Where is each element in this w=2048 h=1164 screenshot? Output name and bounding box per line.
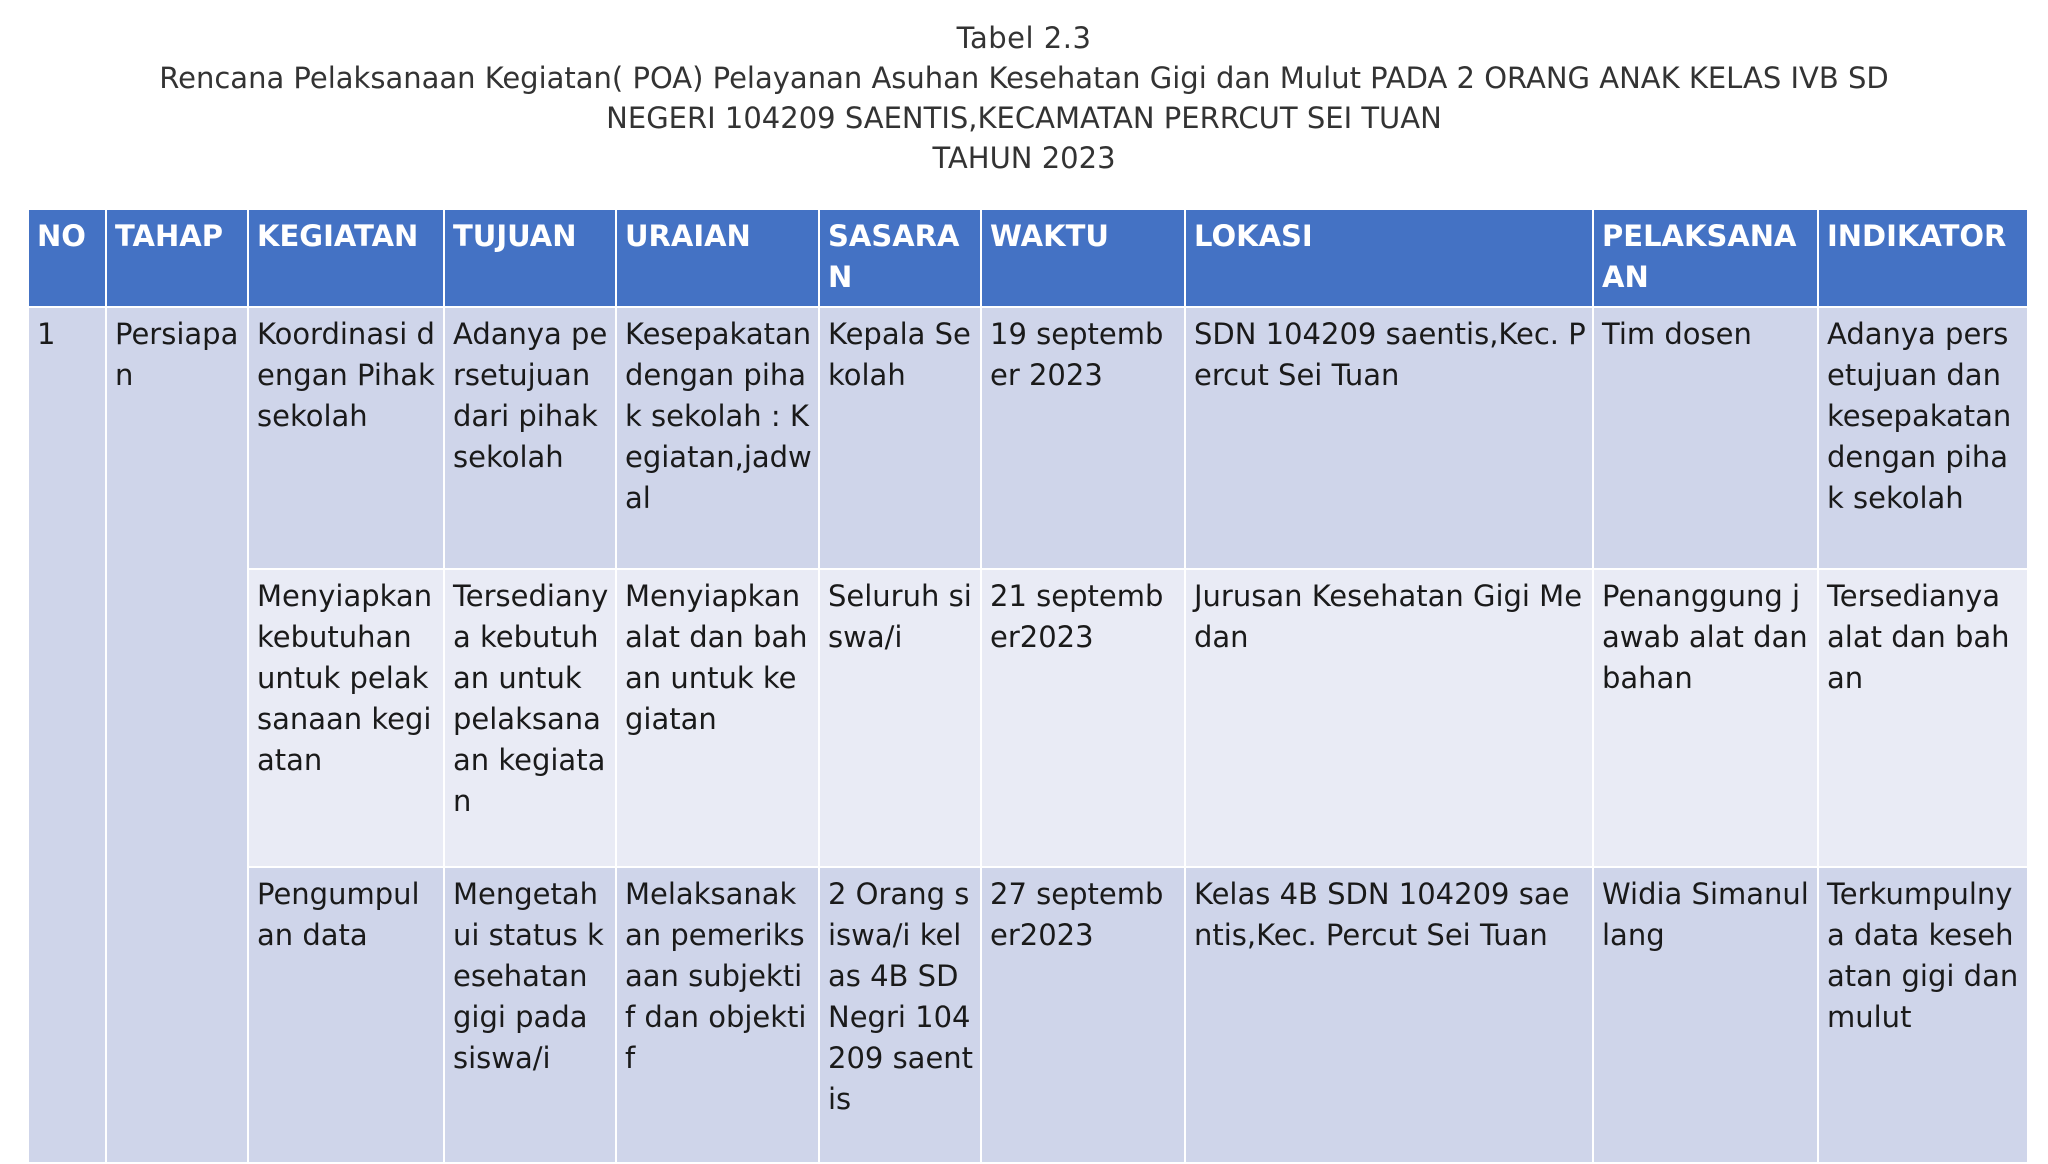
header-lokasi: LOKASI [1185,209,1593,307]
table-title-year: TAHUN 2023 [932,141,1116,175]
table-row [28,867,2028,1163]
cell-lokasi: Jurusan Kesehatan Gigi Medan [1185,569,1593,867]
cell-indikator: Adanya persetujuan dan kesepakatan dengan pihak sekolah [1818,307,2028,569]
header-kegiatan: KEGIATAN [248,209,444,307]
cell-pelaksanaan: Tim dosen [1593,307,1818,569]
cell-sasaran: Seluruh siswa/i [819,569,981,867]
cell-waktu: 27 september2023 [981,867,1185,1163]
cell-tujuan: Adanya persetujuan dari pihak sekolah [444,307,616,569]
header-tahap: TAHAP [106,209,248,307]
cell-uraian: Kesepakatan dengan pihak sekolah : Kegiatan,jadwal [616,307,819,569]
table-number: Tabel 2.3 [956,21,1092,55]
cell-uraian: Melaksanakan pemeriksaan subjektif dan objektif [616,867,819,1163]
header-uraian: URAIAN [616,209,819,307]
cell-sasaran: Kepala Sekolah [819,307,981,569]
cell-uraian: Menyiapkan alat dan bahan untuk kegiatan [616,569,819,867]
cell-lokasi: Kelas 4B SDN 104209 saentis,Kec. Percut Sei Tuan [1185,867,1593,1163]
cell-sasaran: 2 Orang siswa/i kelas 4B SD Negri 104209 saentis [819,867,981,1163]
cell-kegiatan: Koordinasi dengan Pihak sekolah [248,307,444,569]
cell-indikator: Tersedianya alat dan bahan [1818,569,2028,867]
table-row [28,307,2028,569]
cell-pelaksanaan: Penanggung jawab alat dan bahan [1593,569,1818,867]
table-header-row [28,209,2028,307]
header-no: NO [28,209,106,307]
cell-tahap: Persiapan [106,307,248,1163]
header-tujuan: TUJUAN [444,209,616,307]
table-title-line-1: Rencana Pelaksanaan Kegiatan( POA) Pelayanan Asuhan Kesehatan Gigi dan Mulut PADA 2 ORANG ANAK KELAS IVB SD [159,61,1889,95]
cell-tujuan: Tersedianya kebutuhan untuk pelaksanaan kegiatan [444,569,616,867]
header-waktu: WAKTU [981,209,1185,307]
cell-no: 1 [28,307,106,1163]
cell-kegiatan: Menyiapkan kebutuhan untuk pelaksanaan kegiatan [248,569,444,867]
cell-lokasi: SDN 104209 saentis,Kec. Percut Sei Tuan [1185,307,1593,569]
header-indikator: INDIKATOR [1818,209,2028,307]
poa-table [27,208,2029,1164]
table-caption [0,18,2048,178]
cell-waktu: 19 september 2023 [981,307,1185,569]
header-sasaran: SASARAN [819,209,981,307]
header-pelaksanaan: PELAKSANAAN [1593,209,1818,307]
cell-indikator: Terkumpulnya data kesehatan gigi dan mulut [1818,867,2028,1163]
cell-kegiatan: Pengumpulan data [248,867,444,1163]
cell-pelaksanaan: Widia Simanullang [1593,867,1818,1163]
cell-waktu: 21 september2023 [981,569,1185,867]
table-title-line-2: NEGERI 104209 SAENTIS,KECAMATAN PERRCUT SEI TUAN [606,101,1442,135]
table-row [28,569,2028,867]
cell-tujuan: Mengetahui status kesehatan gigi pada siswa/i [444,867,616,1163]
